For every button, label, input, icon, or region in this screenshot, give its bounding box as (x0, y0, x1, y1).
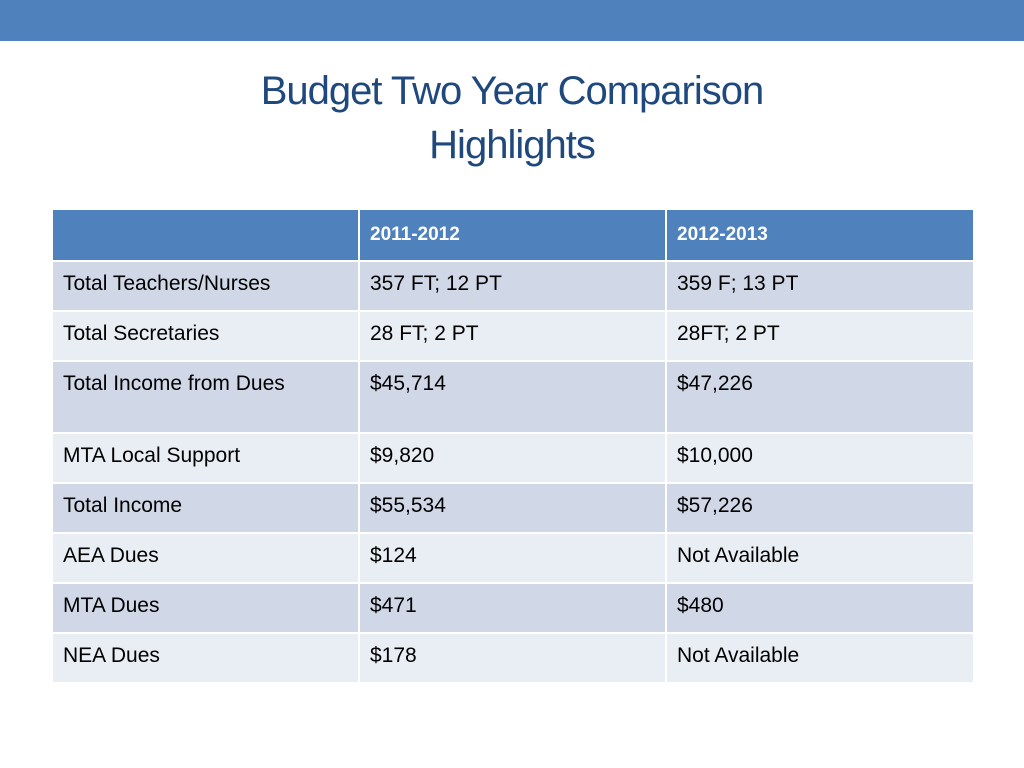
value-2011-2012: 357 FT; 12 PT (359, 261, 666, 311)
value-2011-2012: 28 FT; 2 PT (359, 311, 666, 361)
table-row (52, 433, 974, 483)
value-2011-2012: $178 (359, 633, 666, 683)
row-label: AEA Dues (52, 533, 359, 583)
row-label: Total Secretaries (52, 311, 359, 361)
header-cell-2011-2012: 2011-2012 (359, 209, 666, 261)
table-row (52, 261, 974, 311)
row-label: Total Teachers/Nurses (52, 261, 359, 311)
table-header-row (52, 209, 974, 261)
table-row (52, 483, 974, 533)
value-2012-2013: $57,226 (666, 483, 974, 533)
value-2011-2012: $45,714 (359, 361, 666, 433)
top-accent-bar (0, 0, 1024, 41)
value-2012-2013: Not Available (666, 633, 974, 683)
row-label: Total Income from Dues (52, 361, 359, 433)
table-row (52, 633, 974, 683)
row-label: NEA Dues (52, 633, 359, 683)
table-row (52, 361, 974, 433)
table-row (52, 583, 974, 633)
value-2011-2012: $55,534 (359, 483, 666, 533)
value-2012-2013: $10,000 (666, 433, 974, 483)
value-2012-2013: 28FT; 2 PT (666, 311, 974, 361)
value-2011-2012: $124 (359, 533, 666, 583)
row-label: MTA Local Support (52, 433, 359, 483)
value-2011-2012: $471 (359, 583, 666, 633)
value-2012-2013: 359 F; 13 PT (666, 261, 974, 311)
budget-comparison-table (51, 208, 975, 684)
header-cell-category (52, 209, 359, 261)
header-cell-2012-2013: 2012-2013 (666, 209, 974, 261)
table-row (52, 311, 974, 361)
table-row (52, 533, 974, 583)
row-label: MTA Dues (52, 583, 359, 633)
slide-title (0, 64, 1024, 172)
slide-title-line-2: Highlights (429, 123, 595, 167)
row-label: Total Income (52, 483, 359, 533)
value-2012-2013: Not Available (666, 533, 974, 583)
value-2012-2013: $480 (666, 583, 974, 633)
value-2011-2012: $9,820 (359, 433, 666, 483)
value-2012-2013: $47,226 (666, 361, 974, 433)
slide-title-line-1: Budget Two Year Comparison (260, 69, 764, 113)
